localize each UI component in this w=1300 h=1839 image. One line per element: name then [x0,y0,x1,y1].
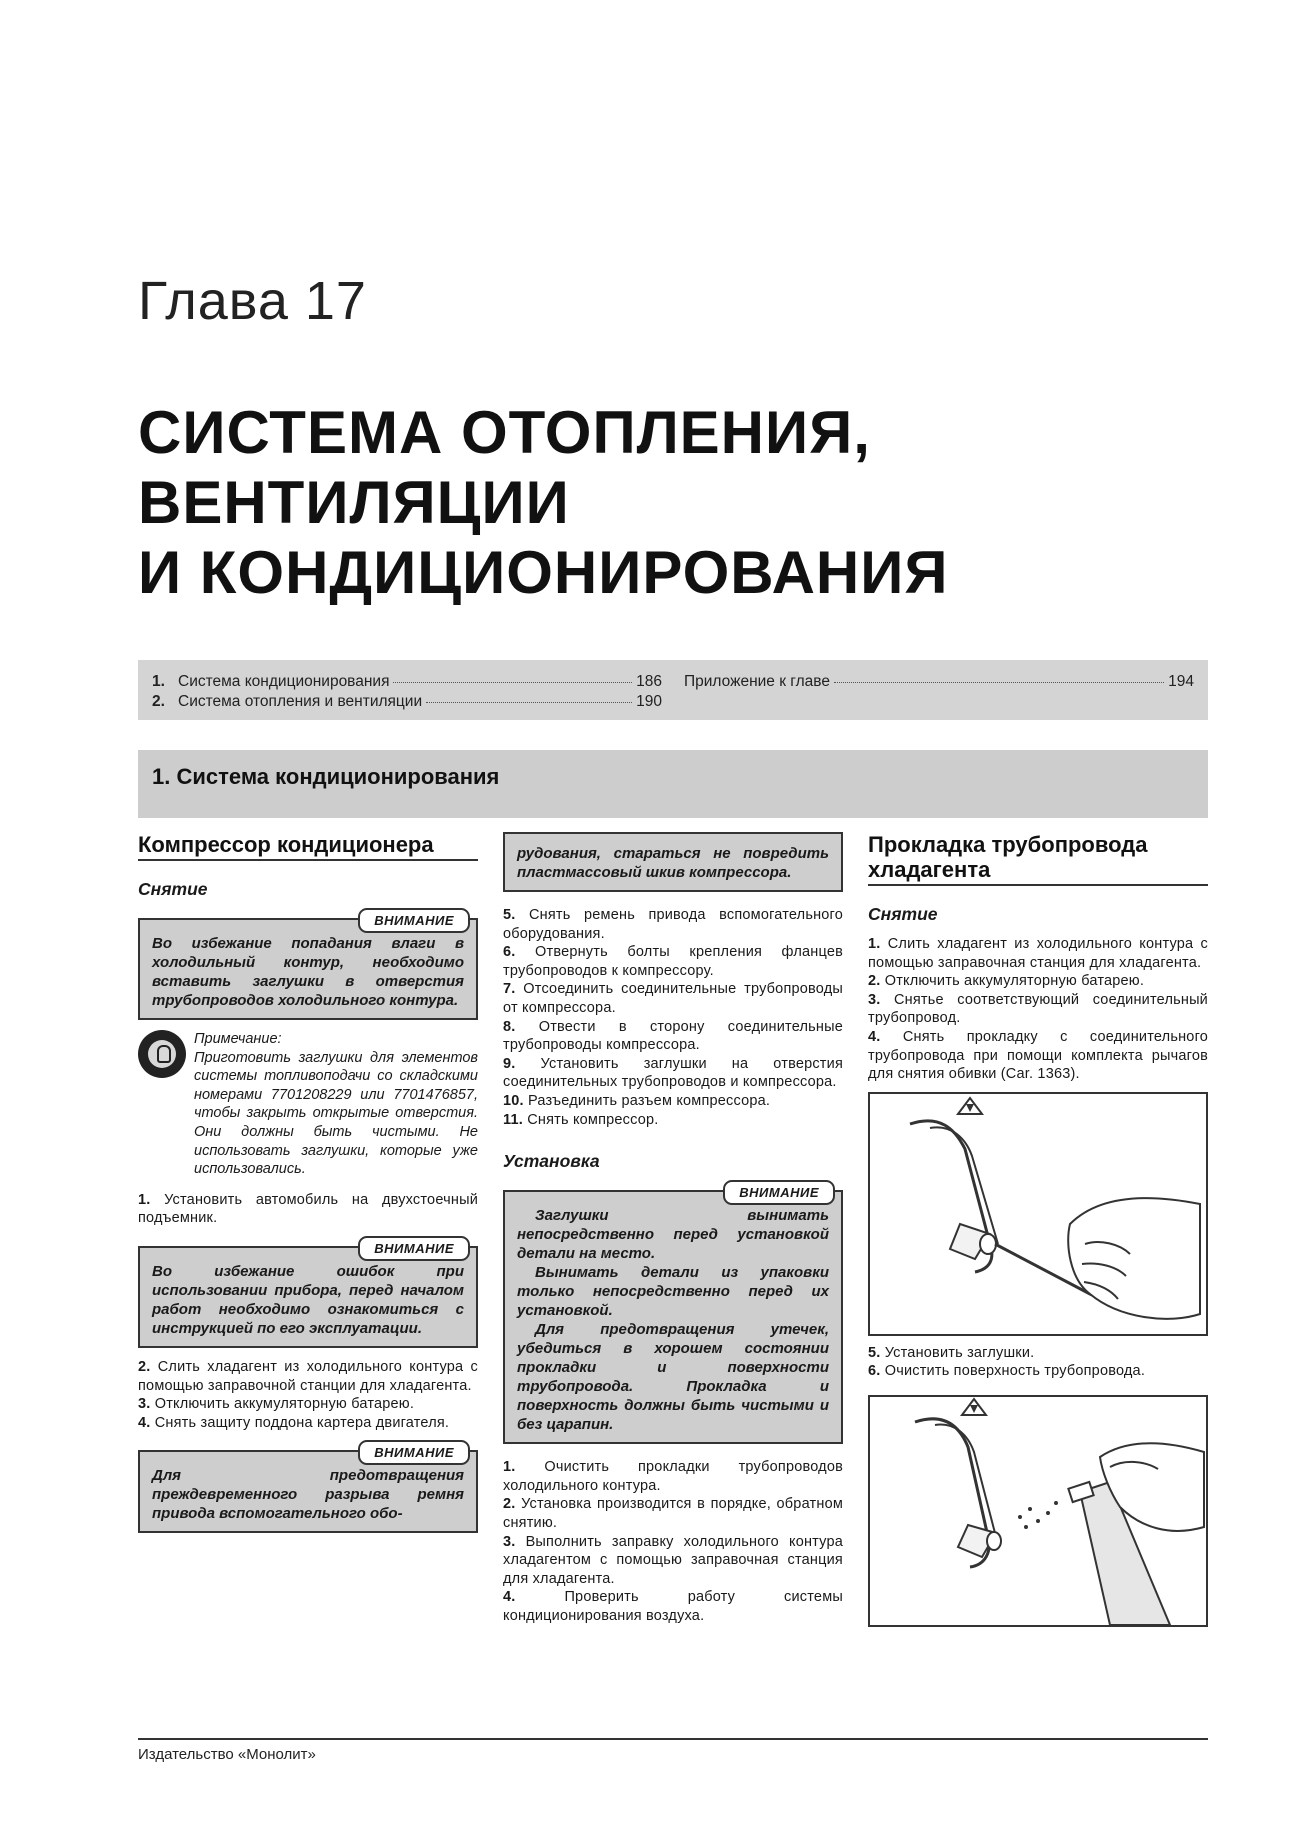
step-item: 2. Установка производится в порядке, обратном снятию. [503,1496,844,1531]
subsection-heading: Прокладка трубопровода хладагента [868,832,1208,886]
section-title: 1. Система кондиционирования [152,764,500,789]
step-item: 1. Очистить прокладки трубопроводов холодильного контура. [503,1459,844,1494]
note-title: Примечание: [194,1031,282,1047]
toc-page: 186 [636,673,662,690]
step-item: 6. Очистить поверхность трубопровода. [868,1363,1146,1380]
warning-box-continued [503,832,843,892]
step-item: 6. Отвернуть болты крепления фланцев трубопроводов к компрессору. [503,944,843,979]
warning-tag: ВНИМАНИЕ [358,908,470,933]
gasket-removal-illustration [870,1094,1206,1334]
step-item: 2. Слить хладагент из холодильного контура с помощью заправочной станции для хладагента. [138,1358,478,1394]
step-item: 5. Установить заглушки. [868,1344,1035,1361]
toc-leader [834,682,1164,683]
step-item: 3. Выполнить заправку холодильного контура хладагентом с помощью заправочная станция для хладагента. [503,1533,843,1587]
step-item: 4. Снять прокладку с соединительного трубопровода при помощи комплекта рычагов для снятия обивки (Car. 1363). [868,1028,1208,1083]
section-header [138,750,1208,818]
figure-gasket-removal [868,1092,1208,1336]
toc-title: Система кондиционирования [178,673,390,690]
step-item: 3. Снятье соответствующий соединительный трубопровод. [868,991,1208,1027]
toc-number: 1. [152,673,165,690]
step-item: 9. Установить заглушки на отверстия соединительных трубопроводов и компрессора. [503,1055,844,1091]
warning-box [138,1445,478,1533]
toc-item[interactable] [684,673,1194,693]
chapter-label: Глава 17 [138,271,367,331]
warning-text: Вынимать детали из упаковки только непосредственно перед их установкой. [517,1264,829,1320]
warning-box [503,1185,843,1444]
procedure-heading: Снятие [868,904,938,924]
toc-leader [426,702,632,703]
step-item: 1. Слить хладагент из холодильного контура с помощью заправочная станция для хладагента. [868,936,1208,971]
step-item: 10. Разъединить разъем компрессора. [503,1092,771,1109]
warning-tag: ВНИМАНИЕ [358,1236,470,1261]
toc-title: Приложение к главе [684,673,830,690]
lightbulb-icon [138,1030,186,1078]
warning-text: Заглушки вынимать непосредственно перед установкой детали на место. [517,1207,829,1263]
warning-text: Для предотвращения преждевременного разрыва ремня привода вспомогательного обо- [152,1467,464,1523]
step-item: 5. Снять ремень привода вспомогательного оборудования. [503,907,843,942]
chapter-title-line: СИСТЕМА ОТОПЛЕНИЯ, [138,399,871,466]
note-block [138,1030,478,1179]
warning-box [138,1240,478,1348]
warning-text: Для предотвращения утечек, убедиться в хорошем состоянии прокладки и поверхности трубопровода. Прокладка и поверхность должны быть чистыми и без царапин. [517,1321,829,1434]
step-item: 3. Отключить аккумуляторную батарею. [138,1396,415,1413]
step-item: 2. Отключить аккумуляторную батарею. [868,973,1145,990]
column-middle [503,832,843,1625]
chapter-contents [138,660,1208,720]
warning-text: Во избежание попадания влаги в холодильный контур, необходимо вставить заглушки в отверстия трубопроводов холодильного контура. [152,935,464,1009]
warning-box [138,913,478,1020]
note-text: Приготовить заглушки для элементов системы топливоподачи со складскими номерами 7701208229 или 7701476857, чтобы закрыть открытые отверстия. Они должны быть чистыми. Не использовать заглушки, которые уже использовались. [194,1049,478,1178]
column-right [868,832,1208,1635]
step-item: 7. Отсоединить соединительные трубопроводы от компрессора. [503,981,843,1016]
toc-title: Система отопления и вентиляции [178,693,423,710]
footer-rule [138,1738,1208,1740]
figure-pipe-cleaning [868,1395,1208,1627]
toc-item[interactable] [152,693,662,713]
warning-tag: ВНИМАНИЕ [723,1180,835,1205]
procedure-heading: Снятие [138,879,208,899]
warning-tag: ВНИМАНИЕ [358,1440,470,1465]
toc-item[interactable] [152,673,662,693]
step-item: 8. Отвести в сторону соединительные трубопроводы компрессора. [503,1018,844,1054]
toc-page: 194 [1168,673,1194,690]
step-item: 4. Снять защиту поддона картера двигателя. [138,1414,450,1431]
warning-text: Во избежание ошибок при использовании прибора, перед началом работ необходимо ознакомиться с инструкцией по его эксплуатации. [152,1262,464,1337]
procedure-heading: Установка [503,1151,600,1172]
toc-leader [393,682,632,683]
chapter-title-line: ВЕНТИЛЯЦИИ [138,469,570,536]
toc-page: 190 [636,693,662,710]
publisher-footer: Издательство «Монолит» [138,1746,316,1763]
chapter-title-line: И КОНДИЦИОНИРОВАНИЯ [138,539,949,606]
step-item: 1. Установить автомобиль на двухстоечный подъемник. [138,1191,478,1227]
chapter-title [138,398,1138,608]
step-item: 4. Проверить работу системы кондиционирования воздуха. [503,1589,843,1624]
toc-number: 2. [152,693,165,710]
step-item: 11. Снять компрессор. [503,1111,659,1128]
column-left [138,832,478,1543]
subsection-heading: Компрессор кондиционера [138,832,478,861]
pipe-cleaning-illustration [870,1397,1206,1625]
warning-text: рудования, стараться не повредить пластмассовый шкив компрессора. [517,845,829,881]
